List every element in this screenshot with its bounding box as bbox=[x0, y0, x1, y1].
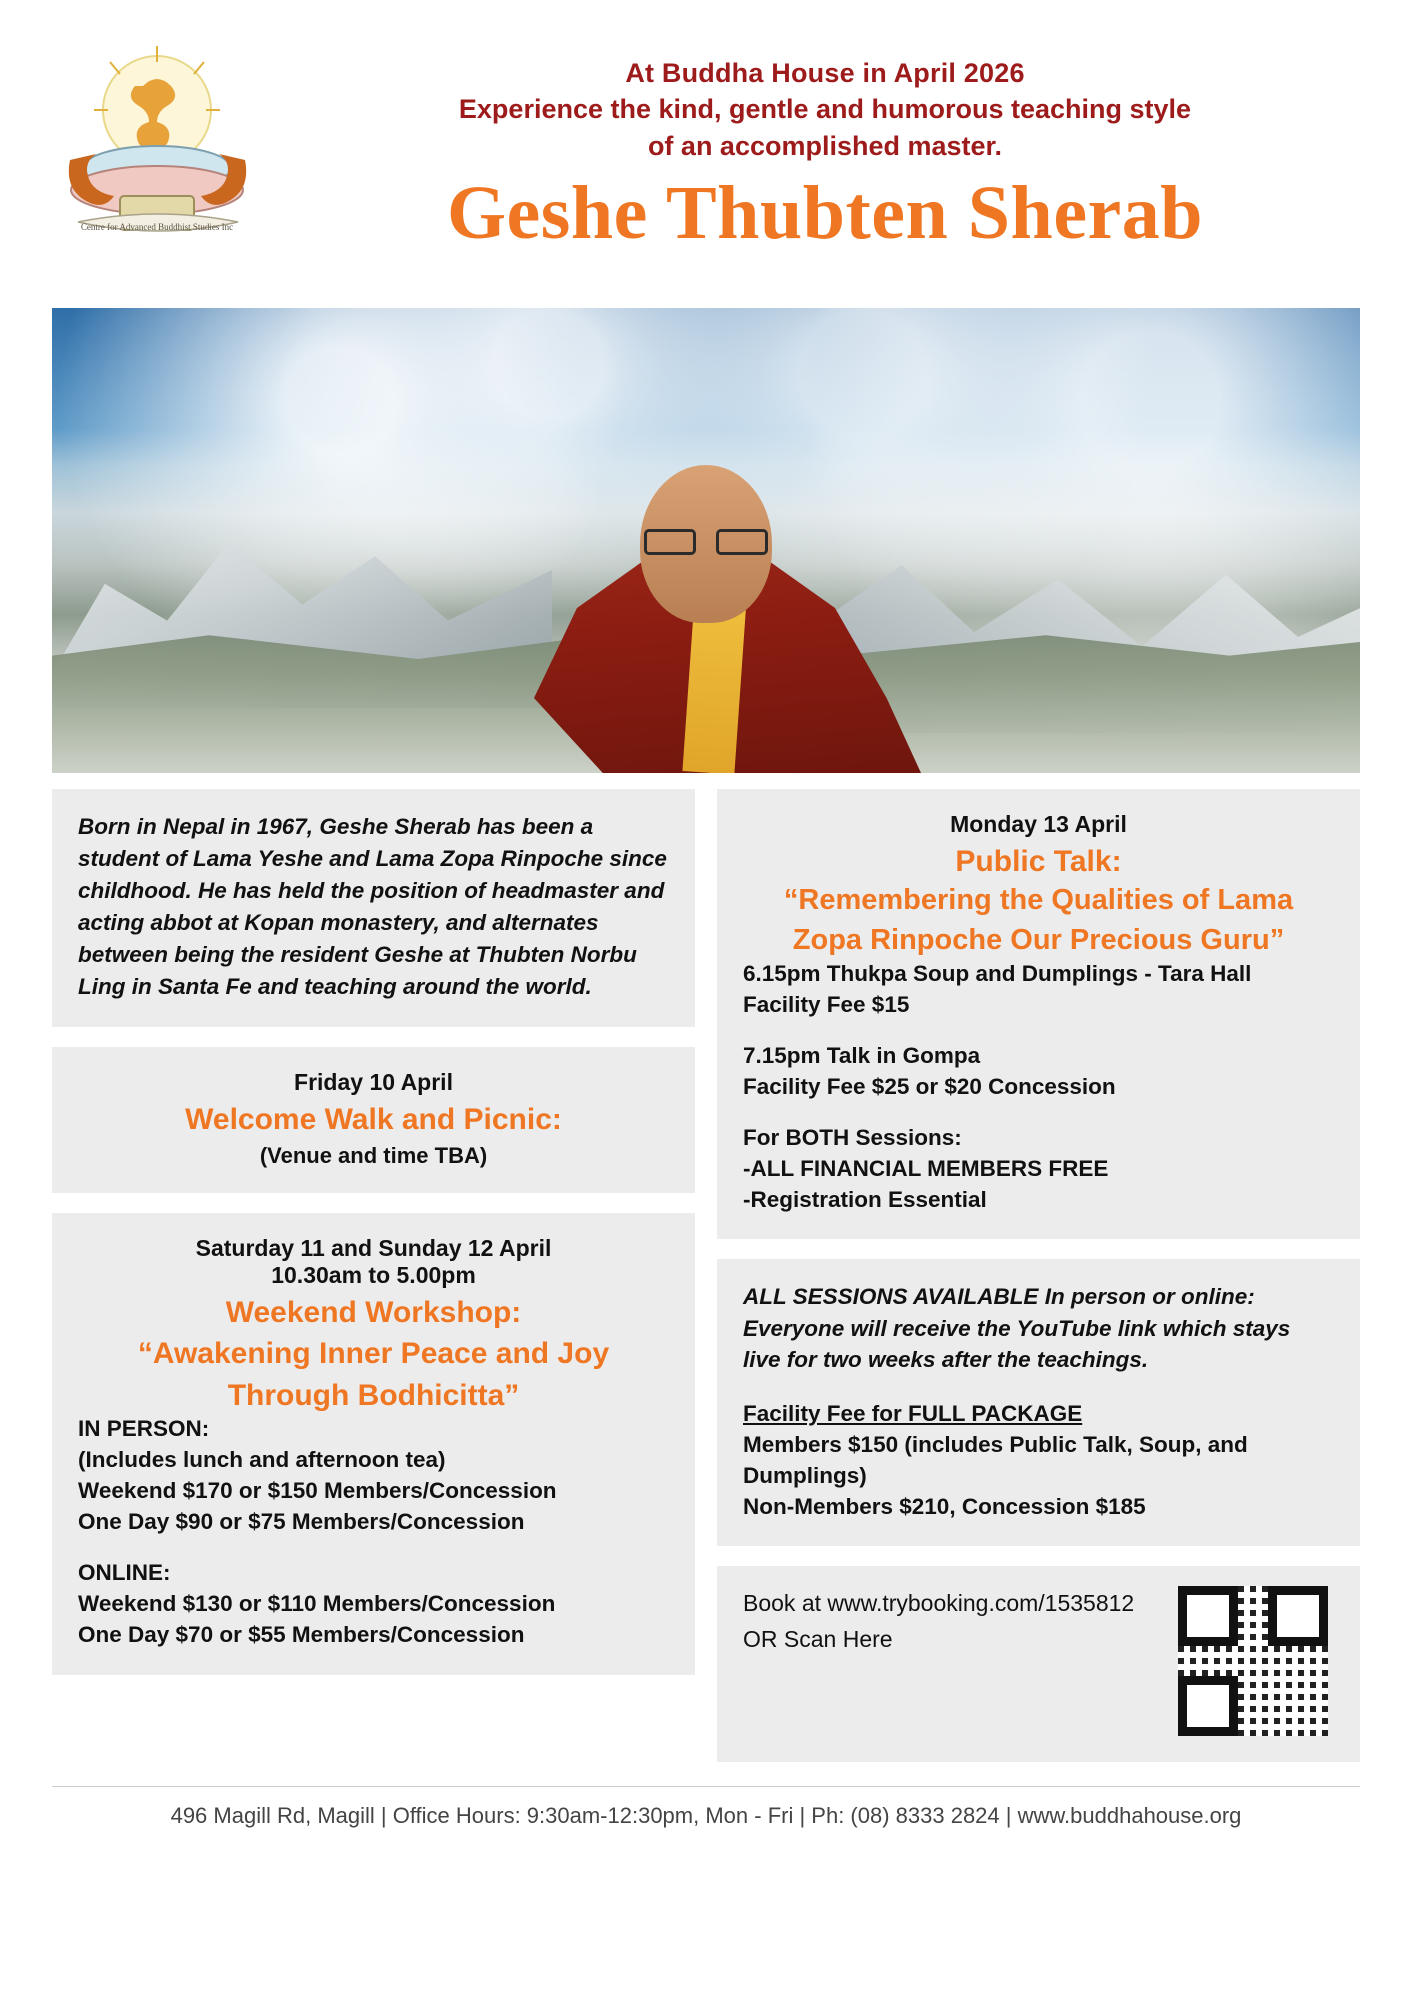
weekend-event-title-2: “Awakening Inner Peace and Joy bbox=[137, 1337, 610, 1371]
in-person-line-3: One Day $90 or $75 Members/Concession bbox=[78, 1509, 525, 1535]
left-column bbox=[52, 789, 695, 1762]
in-person-line-2: Weekend $170 or $150 Members/Concession bbox=[78, 1478, 557, 1504]
booking-card bbox=[717, 1566, 1360, 1762]
friday-event-card bbox=[52, 1047, 695, 1193]
package-line-2: Non-Members $210, Concession $185 bbox=[743, 1494, 1146, 1520]
both-sessions-block bbox=[743, 1122, 1334, 1215]
online-line-1: Weekend $130 or $110 Members/Concession bbox=[78, 1591, 556, 1617]
in-person-block bbox=[78, 1413, 669, 1537]
logo-caption: Centre for Advanced Buddhist Studies Inc bbox=[80, 222, 234, 232]
friday-event-date: Friday 10 April bbox=[294, 1068, 453, 1095]
in-person-line-1: (Includes lunch and afternoon tea) bbox=[78, 1447, 446, 1473]
tagline-line-2: Experience the kind, gentle and humorous teaching style bbox=[458, 94, 1192, 125]
right-column bbox=[717, 789, 1360, 1762]
session-one-line-2: Facility Fee $15 bbox=[743, 992, 910, 1018]
availability-card bbox=[717, 1259, 1360, 1546]
friday-event-subtitle: (Venue and time TBA) bbox=[259, 1143, 488, 1169]
tagline-line-1: At Buddha House in April 2026 bbox=[625, 58, 1025, 88]
bio-text: Born in Nepal in 1967, Geshe Sherab has been a student of Lama Yeshe and Lama Zopa Rinpoche since childhood. He has held the position of headmaster and acting abbot at Kopan monastery, and alternates between being the resident Geshe at Thubten Norbu Ling in Santa Fe and teaching around the world. bbox=[78, 814, 667, 999]
speaker-photo bbox=[52, 308, 1360, 773]
monk-figure bbox=[491, 443, 921, 773]
public-talk-title-line-1: “Remembering the Qualities of Lama bbox=[783, 884, 1294, 917]
online-line-2: One Day $70 or $55 Members/Concession bbox=[78, 1622, 525, 1648]
poster-header bbox=[0, 0, 1410, 300]
weekend-event-card bbox=[52, 1213, 695, 1675]
qr-code-icon[interactable] bbox=[1178, 1586, 1328, 1736]
buddha-house-logo bbox=[50, 30, 280, 255]
page-title: Geshe Thubten Sherab bbox=[446, 171, 1204, 256]
weekend-event-title: Weekend Workshop: bbox=[225, 1296, 522, 1330]
bio-card bbox=[52, 789, 695, 1027]
friday-event-title: Welcome Walk and Picnic: bbox=[185, 1102, 562, 1136]
weekend-event-date: Saturday 11 and Sunday 12 April bbox=[195, 1235, 552, 1262]
public-talk-card bbox=[717, 789, 1360, 1239]
booking-scan-label: OR Scan Here bbox=[743, 1625, 893, 1652]
session-one-block bbox=[743, 958, 1334, 1020]
both-sessions-line-1: For BOTH Sessions: bbox=[743, 1125, 962, 1151]
session-two-line-1: 7.15pm Talk in Gompa bbox=[743, 1043, 981, 1069]
package-line-1: Members $150 (includes Public Talk, Soup, and Dumplings) bbox=[743, 1432, 1248, 1489]
booking-text-block bbox=[743, 1586, 1134, 1657]
availability-note: ALL SESSIONS AVAILABLE In person or online: Everyone will receive the YouTube link which stays live for two weeks after the teachings. bbox=[743, 1284, 1291, 1373]
both-sessions-line-2: -ALL FINANCIAL MEMBERS FREE bbox=[743, 1156, 1109, 1182]
both-sessions-line-3: -Registration Essential bbox=[743, 1187, 987, 1213]
glasses-icon bbox=[644, 529, 768, 549]
session-two-block bbox=[743, 1040, 1334, 1102]
weekend-event-time: 10.30am to 5.00pm bbox=[271, 1262, 476, 1289]
footer: 496 Magill Rd, Magill | Office Hours: 9:30am-12:30pm, Mon - Fri | Ph: (08) 8333 2824 | www.buddhahouse.org bbox=[52, 1786, 1360, 1829]
package-heading: Facility Fee for FULL PACKAGE bbox=[743, 1400, 1083, 1426]
header-text-block bbox=[280, 30, 1370, 254]
public-talk-label: Public Talk: bbox=[955, 845, 1122, 878]
photo-background bbox=[52, 308, 1360, 773]
in-person-heading: IN PERSON: bbox=[78, 1416, 210, 1442]
online-block bbox=[78, 1557, 669, 1650]
public-talk-title-line-2: Zopa Rinpoche Our Precious Guru” bbox=[792, 923, 1285, 956]
booking-link[interactable]: Book at www.trybooking.com/1535812 bbox=[743, 1590, 1135, 1617]
package-block bbox=[743, 1398, 1334, 1522]
weekend-event-title-3: Through Bodhicitta” bbox=[227, 1378, 520, 1412]
tagline-line-3: of an accomplished master. bbox=[647, 130, 1003, 161]
content-columns bbox=[52, 789, 1360, 1762]
online-heading: ONLINE: bbox=[78, 1560, 171, 1586]
session-one-line-1: 6.15pm Thukpa Soup and Dumplings - Tara Hall bbox=[743, 961, 1252, 987]
public-talk-date: Monday 13 April bbox=[950, 811, 1127, 837]
session-two-line-2: Facility Fee $25 or $20 Concession bbox=[743, 1074, 1116, 1100]
